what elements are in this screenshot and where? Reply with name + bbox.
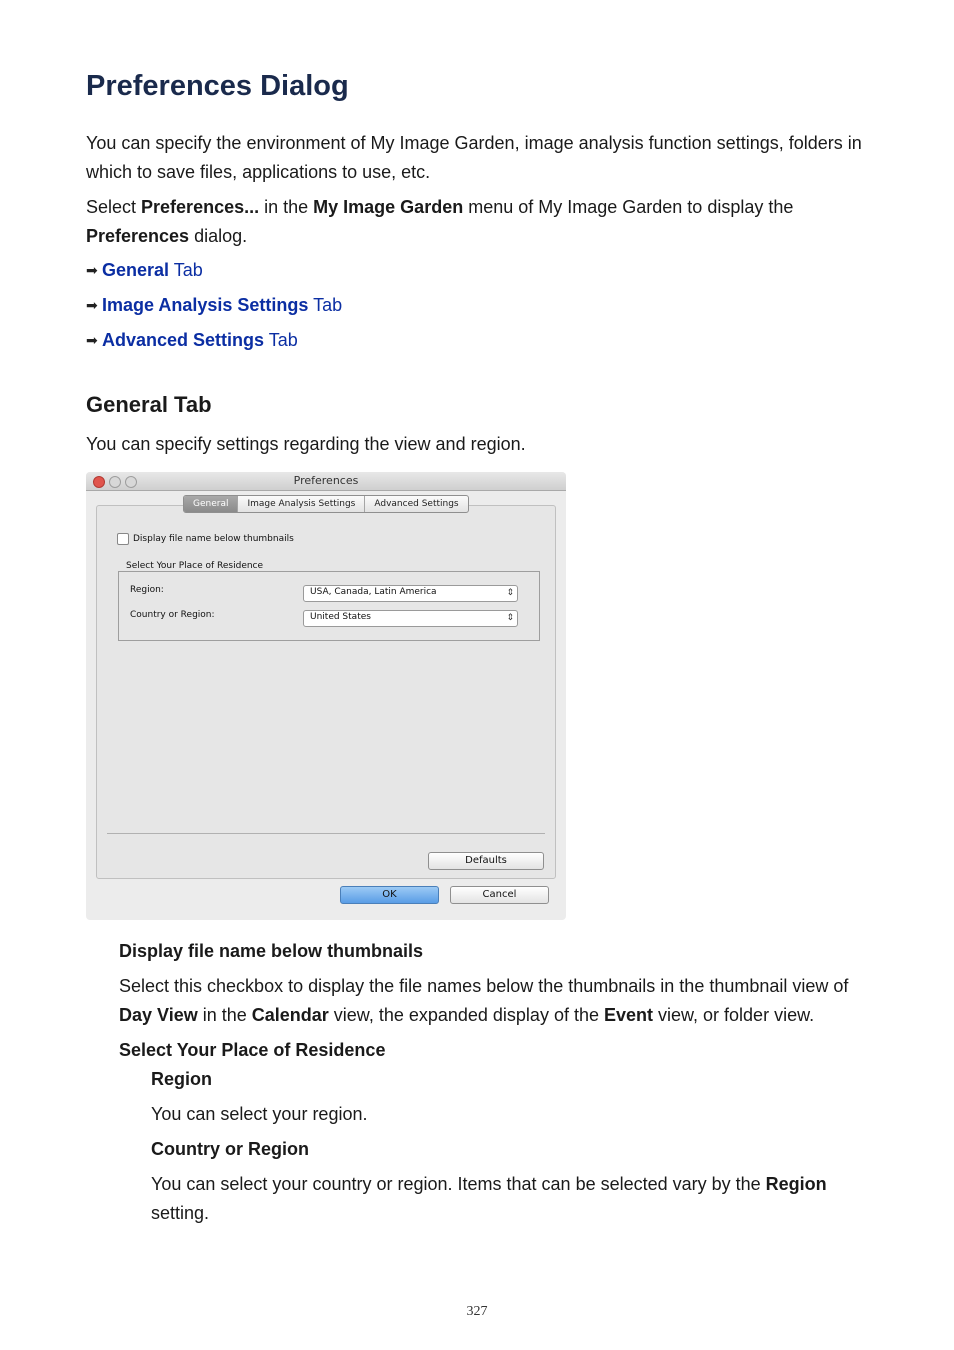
tab-bar [183, 495, 469, 513]
dialog-title: Preferences [293, 474, 359, 487]
text: view, the expanded display of the [328, 1005, 604, 1025]
link-suffix[interactable]: Tab [264, 330, 298, 350]
link-suffix[interactable]: Tab [308, 295, 343, 315]
link-label[interactable]: Advanced Settings [102, 330, 265, 350]
intro-instructions [86, 193, 876, 251]
term-country-or-region: Country or Region [151, 1139, 309, 1159]
menu-item-term: Preferences... [141, 197, 260, 217]
link-image-analysis-tab[interactable] [86, 291, 342, 326]
desc-country-or-region [151, 1170, 859, 1228]
updown-arrows-icon: ⇕ [506, 613, 514, 623]
dialog-term: Preferences [86, 226, 190, 246]
desc-display-filename [119, 972, 859, 1030]
section-heading-general: General Tab [86, 392, 212, 417]
link-label[interactable]: General [102, 260, 170, 280]
display-filename-option[interactable] [117, 532, 294, 546]
text: view, or folder view. [653, 1005, 815, 1025]
country-label: Country or Region: [130, 610, 215, 620]
updown-arrows-icon: ⇕ [506, 588, 514, 598]
country-value: United States [310, 612, 371, 622]
link-suffix[interactable]: Tab [169, 260, 203, 280]
definitions [119, 937, 859, 1228]
menu-term: My Image Garden [313, 197, 464, 217]
arrow-right-icon: ➡ [86, 262, 98, 278]
intro [86, 129, 876, 251]
link-general-tab[interactable] [86, 256, 342, 291]
term-display-filename: Display file name below thumbnails [119, 941, 424, 961]
defaults-button[interactable]: Defaults [428, 852, 544, 870]
region-label: Region: [130, 585, 164, 595]
divider [107, 833, 545, 834]
residence-group [118, 571, 540, 641]
text: in the [197, 1005, 252, 1025]
residence-group-label: Select Your Place of Residence [126, 561, 264, 571]
ok-button[interactable]: OK [340, 886, 439, 904]
page-title: Preferences Dialog [86, 70, 349, 102]
tab-general[interactable]: General [184, 496, 238, 512]
link-label[interactable]: Image Analysis Settings [102, 295, 309, 315]
desc-region: You can select your region. [151, 1104, 368, 1124]
link-advanced-settings-tab[interactable] [86, 326, 342, 361]
country-select[interactable] [303, 610, 518, 627]
preferences-dialog-screenshot [86, 472, 566, 920]
term-place-of-residence: Select Your Place of Residence [119, 1040, 386, 1060]
section-links [86, 256, 342, 361]
region-value: USA, Canada, Latin America [310, 587, 437, 597]
region-term: Region [765, 1174, 827, 1194]
cancel-button[interactable]: Cancel [450, 886, 549, 904]
tab-advanced-settings[interactable]: Advanced Settings [374, 499, 459, 509]
arrow-right-icon: ➡ [86, 297, 98, 313]
intro-paragraph: You can specify the environment of My Image Garden, image analysis function settings, folders in which to save files, applications to use, etc. [86, 133, 862, 182]
text: in the [259, 197, 314, 217]
text: Select [86, 197, 142, 217]
text: You can select your country or region. Items that can be selected vary by the [151, 1174, 766, 1194]
checkbox-label: Display file name below thumbnails [133, 534, 294, 544]
dialog-titlebar [86, 472, 566, 491]
event-term: Event [603, 1005, 654, 1025]
text: dialog. [189, 226, 248, 246]
page-number: 327 [466, 1304, 488, 1319]
arrow-right-icon: ➡ [86, 332, 98, 348]
text: setting. [151, 1203, 210, 1223]
tab-image-analysis-settings[interactable]: Image Analysis Settings [238, 496, 365, 512]
section-description: You can specify settings regarding the view and region. [86, 434, 526, 454]
region-select[interactable] [303, 585, 518, 602]
display-filename-checkbox[interactable] [117, 533, 129, 545]
day-view-term: Day View [119, 1005, 198, 1025]
calendar-term: Calendar [251, 1005, 329, 1025]
term-region: Region [151, 1069, 212, 1089]
text: Select this checkbox to display the file names below the thumbnails in the thumbnail view of [119, 976, 849, 996]
text: menu of My Image Garden to display the [463, 197, 794, 217]
